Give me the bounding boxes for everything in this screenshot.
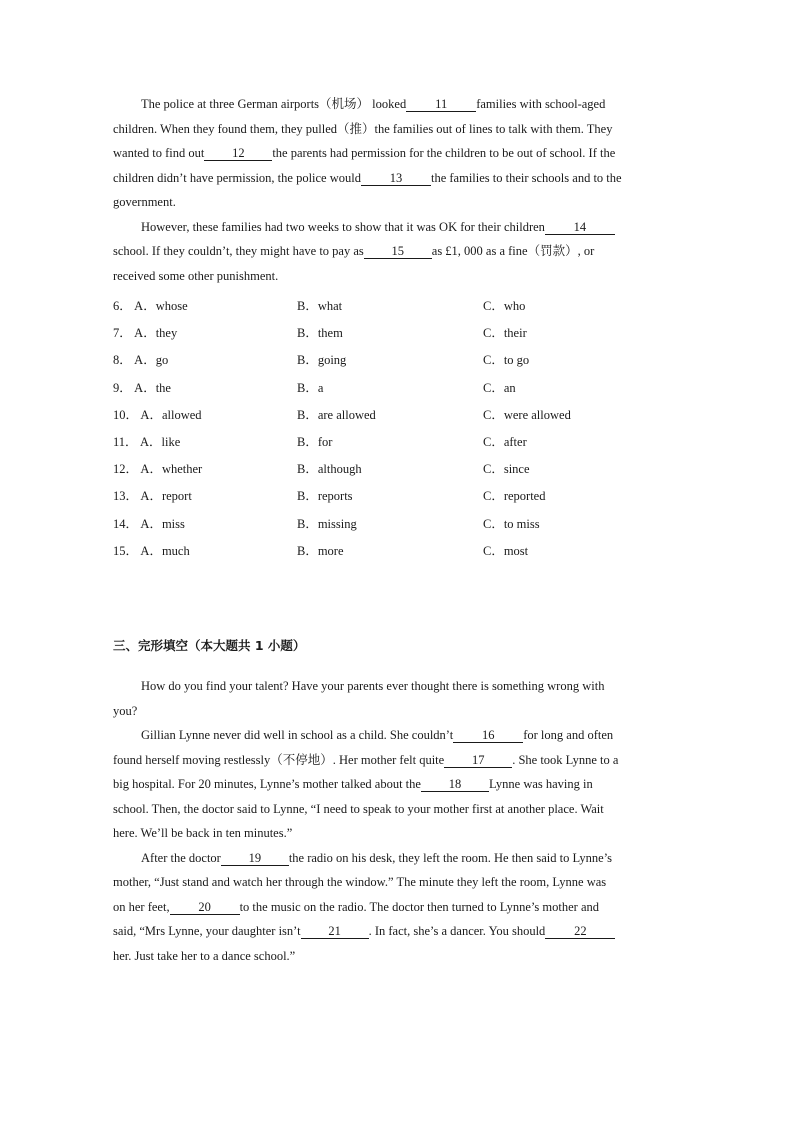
answer-blank: 16 [453,728,523,743]
option-c: C．were allowed [483,407,571,422]
text-segment: children. When they found them, they pulled（推）the families out of lines to talk with them. They [113,121,613,136]
option-c: C．most [483,543,529,558]
text-segment: the families to their schools and to the [430,170,622,185]
text-segment: . She took Lynne to a [512,752,619,767]
answer-blank: 19 [221,851,289,866]
text-segment: government. [113,195,176,209]
answer-blank: 17 [444,753,512,768]
option-c: C．after [483,434,527,449]
text-segment: big hospital. For 20 minutes, Lynne’s mother talked about the [113,777,421,791]
text-line [113,919,680,944]
text-line [113,190,680,215]
option-row [113,513,680,540]
option-b: B．a [297,380,324,395]
text-segment: the radio on his desk, they left the room. He then said to Lynne’s [288,850,613,865]
text-line [113,166,680,191]
text-line [113,748,680,773]
text-segment: families with school-aged [476,97,606,111]
text-segment: . In fact, she’s a dancer. You should [368,924,546,938]
answer-blank: 14 [545,220,615,235]
text-line [113,846,680,871]
text-segment: After the doctor [141,850,221,865]
text-line [113,723,680,748]
answer-blank: 18 [421,777,489,792]
text-segment: Lynne was having in [488,777,593,791]
option-row [113,349,680,376]
option-a: 8． A．go [113,353,169,368]
option-a: 9． A．the [113,380,171,395]
option-b: B．them [297,326,343,341]
option-a: 6． A．whose [113,299,188,313]
text-segment: The police at three German airports（机场） looked [141,97,407,111]
text-segment: the parents had permission for the children to be out of school. If the [272,146,616,160]
text-segment: However, these families had two weeks to show that it was OK for their children [141,219,545,234]
answer-blank: 21 [301,924,369,939]
text-line [113,699,680,724]
text-segment: said, “Mrs Lynne, your daughter isn’t [113,924,301,938]
answer-blank: 13 [361,171,431,186]
option-c: C．who [483,299,526,313]
option-b: B．for [297,434,333,449]
text-line [113,895,680,920]
text-segment: received some other punishment. [113,268,279,283]
text-segment: here. We’ll be back in ten minutes.” [113,826,293,840]
option-a: 10． A．allowed [113,407,202,422]
text-segment: Gillian Lynne never did well in school as a child. She couldn’t [141,728,454,742]
option-row [113,377,680,404]
option-b: B．reports [297,489,353,504]
option-row [113,322,680,349]
option-c: C．reported [483,489,546,504]
option-a: 7． A．they [113,326,178,341]
option-a: 14． A．miss [113,516,185,531]
answer-blank: 22 [545,924,615,939]
answer-blank: 20 [170,900,240,915]
option-c: C．an [483,380,516,395]
text-line [113,944,680,969]
text-segment: found herself moving restlessly（不停地）. Her mother felt quite [113,752,445,767]
text-line [113,772,680,797]
text-line [113,215,680,240]
passage-2 [113,674,680,968]
text-segment: mother, “Just stand and watch her through the window.” The minute they left the room, Lynne was [113,875,607,889]
text-segment: wanted to find out [113,146,205,160]
text-line [113,117,680,142]
passage-1 [113,92,680,288]
text-line [113,870,680,895]
text-segment: school. If they couldn’t, they might have to pay as [113,244,364,258]
answer-blank: 11 [406,97,476,112]
option-b: B．although [297,462,362,477]
option-a: 11． A．like [113,434,181,449]
option-b: B．missing [297,516,357,531]
option-row [113,404,680,431]
option-row [113,485,680,512]
text-line [113,141,680,166]
option-a: 12． A．whether [113,462,203,477]
text-segment: for long and often [523,728,614,742]
section-heading: 三、完形填空（本大题共 1 小题） [113,638,306,653]
answer-blank: 12 [204,146,272,161]
text-segment: her. Just take her to a dance school.” [113,948,296,963]
text-segment: to the music on the radio. The doctor then turned to Lynne’s mother and [239,899,599,914]
text-segment: you? [113,703,138,718]
option-c: C．to miss [483,516,540,531]
text-line [113,674,680,699]
text-segment: children didn’t have permission, the police would [113,170,361,185]
text-segment: school. Then, the doctor said to Lynne, “I need to speak to your mother first at another place. Wait [113,801,604,816]
option-b: B．what [297,299,343,313]
option-a: 13． A．report [113,489,192,504]
option-row [113,458,680,485]
text-segment: as £1, 000 as a fine（罚款）, or [431,244,595,258]
option-a: 15． A．much [113,543,190,558]
option-row [113,540,680,567]
option-row [113,431,680,458]
option-b: B．more [297,543,344,558]
option-c: C．their [483,326,527,341]
text-line [113,821,680,846]
option-b: B．going [297,353,347,368]
text-line [113,797,680,822]
option-c: C．since [483,462,530,477]
option-b: B．are allowed [297,407,376,422]
text-line [113,92,680,117]
answer-options [113,295,680,567]
text-line [113,239,680,264]
text-line [113,264,680,289]
text-segment: on her feet, [113,899,170,914]
answer-blank: 15 [364,244,432,259]
option-c: C．to go [483,353,530,368]
text-segment: How do you find your talent? Have your parents ever thought there is something wrong with [141,679,605,693]
option-row [113,295,680,322]
